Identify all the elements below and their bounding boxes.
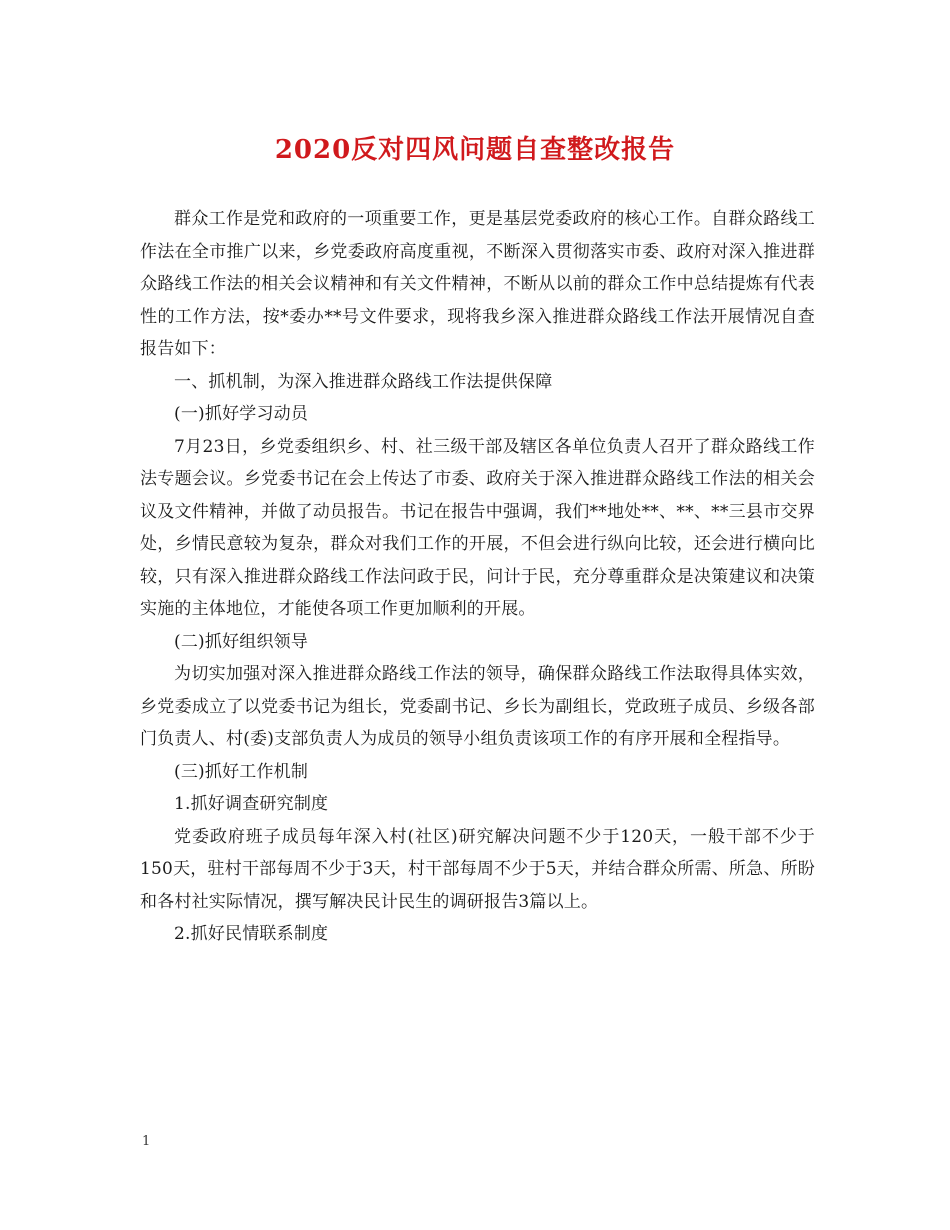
- paragraph-intro: 群众工作是党和政府的一项重要工作，更是基层党委政府的核心工作。自群众路线工作法在全市推广以来，乡党委政府高度重视，不断深入贯彻落实市委、政府对深入推进群众路线工作法的相关会议精神和有关文件精神，不断从以前的群众工作中总结提炼有代表性的工作方法，按*委办**号文件要求，现将我乡深入推进群众路线工作法开展情况自查报告如下：: [140, 209, 815, 359]
- document-title: 2020反对四风问题自查整改报告: [274, 135, 676, 165]
- item-heading-1: 1.抓好调查研究制度: [174, 794, 329, 814]
- paragraph-organization-leadership: 为切实加强对深入推进群众路线工作法的领导，确保群众路线工作法取得具体实效，乡党委成立了以党委书记为组长，党委副书记、乡长为副组长，党政班子成员、乡级各部门负责人、村(委)支部负责人为成员的领导小组负责该项工作的有序开展和全程指导。: [140, 664, 815, 749]
- section-heading-1: 一、抓机制，为深入推进群众路线工作法提供保障: [174, 371, 553, 392]
- subsection-heading-3: (三)抓好工作机制: [174, 761, 309, 782]
- subsection-heading-2: (二)抓好组织领导: [174, 631, 309, 652]
- item-heading-2: 2.抓好民情联系制度: [174, 924, 329, 944]
- document-body: [140, 203, 815, 951]
- paragraph-research-system: 党委政府班子成员每年深入村(社区)研究解决问题不少于120天，一般干部不少于150天，驻村干部每周不少于3天，村干部每周不少于5天，并结合群众所需、所急、所盼和各村社实际情况，撰写解决民计民生的调研报告3篇以上。: [140, 826, 815, 912]
- paragraph-study-mobilization: 7月23日，乡党委组织乡、村、社三级干部及辖区各单位负责人召开了群众路线工作法专题会议。乡党委书记在会上传达了市委、政府关于深入推进群众路线工作法的相关会议及文件精神，并做了动员报告。书记在报告中强调，我们**地处**、**、**三县市交界处，乡情民意较为复杂，群众对我们工作的开展，不但会进行纵向比较，还会进行横向比较，只有深入推进群众路线工作法问政于民，问计于民，充分尊重群众是决策建议和决策实施的主体地位，才能使各项工作更加顺利的开展。: [140, 436, 815, 619]
- subsection-heading-1: (一)抓好学习动员: [174, 404, 309, 424]
- page-number: 1: [142, 1134, 151, 1149]
